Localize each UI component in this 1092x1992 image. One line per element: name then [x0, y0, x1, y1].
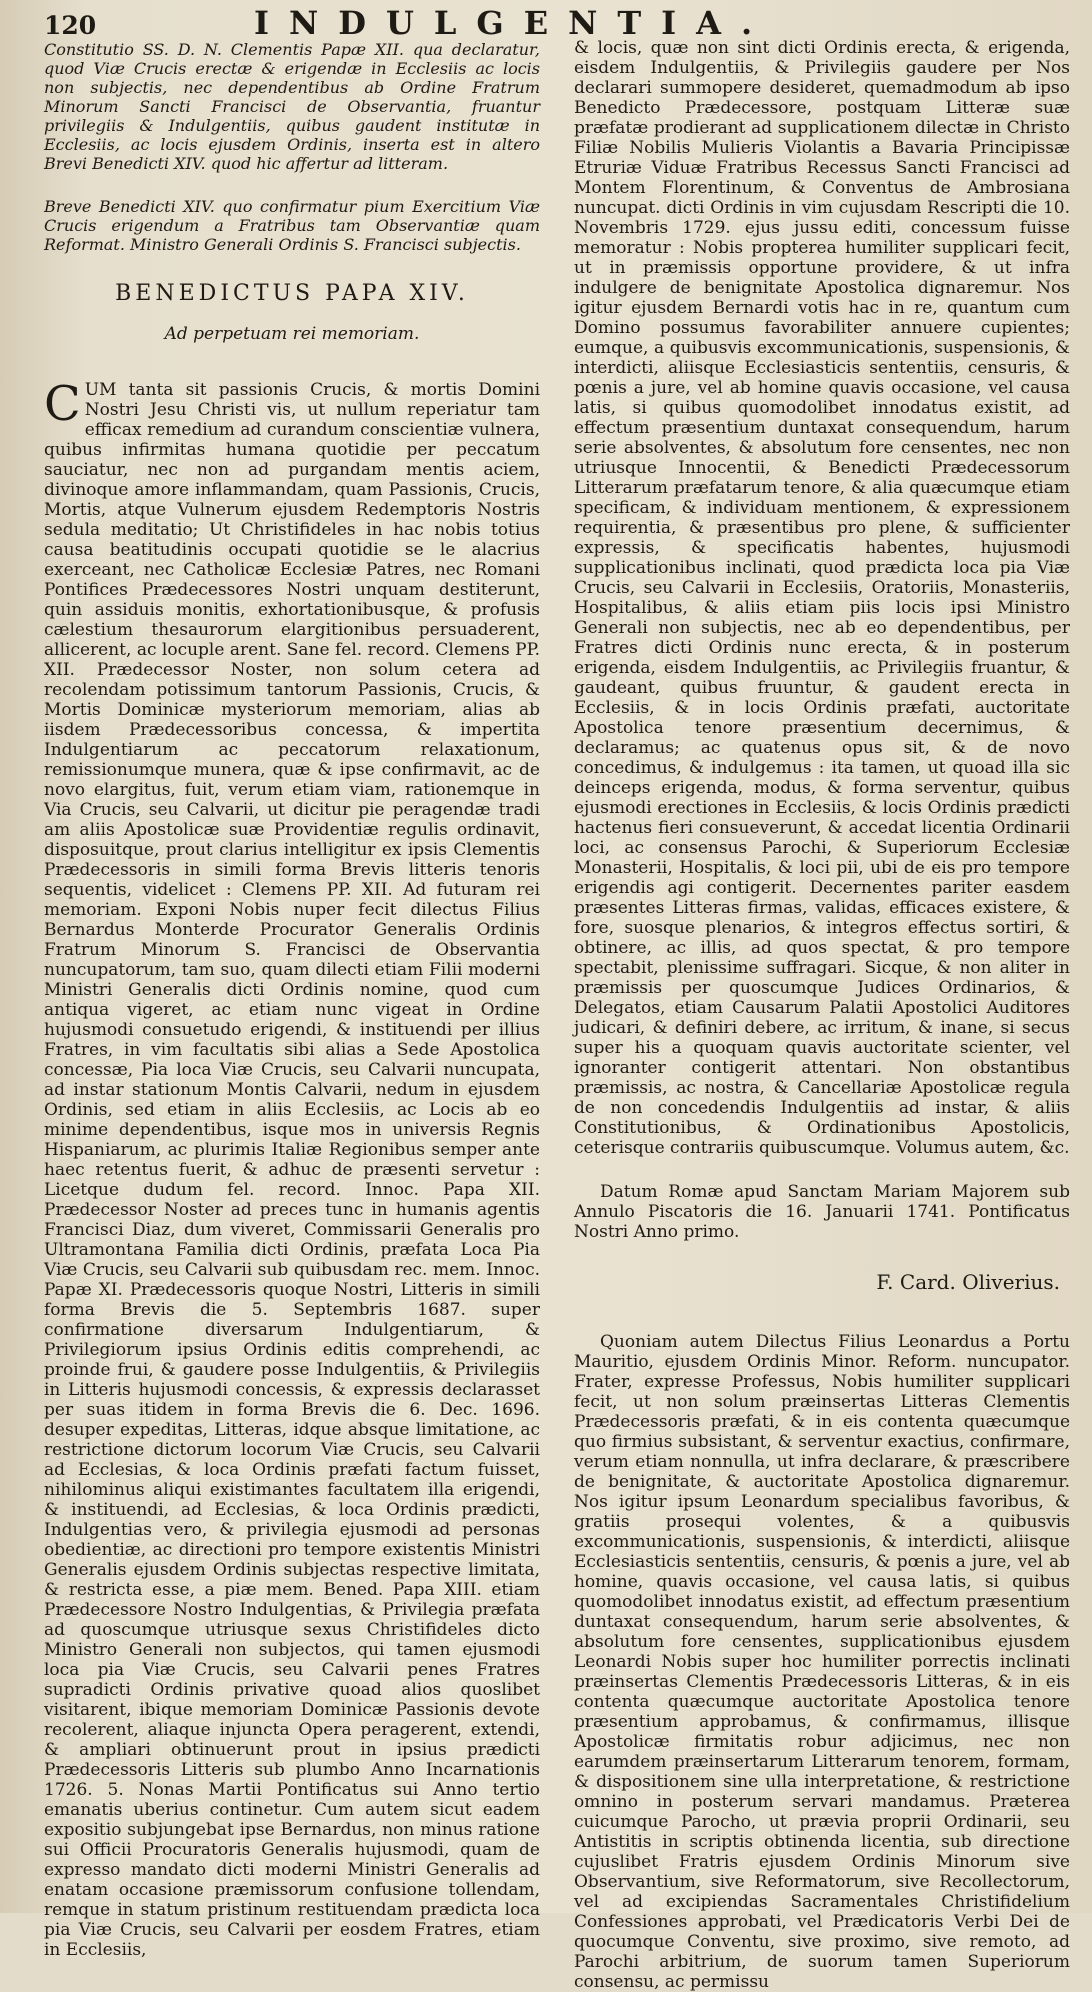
signature: F. Card. Oliverius.	[876, 1270, 1060, 1294]
page-header	[44, 4, 1070, 42]
left-body-text	[44, 376, 540, 1960]
left-column	[44, 38, 540, 1960]
perpetuam-subtitle: Ad perpetuam rei memoriam.	[164, 324, 420, 344]
right-body-text: & locis, quæ non sint dicti Ordinis erecta, & erigenda, eisdem Indulgentiis, & Privilegiis gaudere per Nos declarari summopere desideret, quemadmodum ab ipso Benedicto Prædecessore, postquam Litteræ suæ præfatæ prodierant ad supplicationem dilectæ in Christo Filiæ Nobilis Mulieris Violantis a Bavaria Principissæ Etruriæ Viduæ Fratribus Recessus Sancti Francisci ad Montem Florentinum, & Conventus de Ambrosiana nuncupat. dicti Ordinis in vim cujusdam Rescripti die 10. Novembris 1729. ejus jussu editi, concessum fuisse memoratur : Nobis propterea humiliter supplicari fecit, ut in præmissis opportune providere, & ut infra indulgere de benignitate Apostolica dignaremur. Nos igitur ejusdem Bernardi votis hac in re, quantum cum Domino possumus favorabiliter annuere cupientes; eumque, a quibusvis excommunicationis, suspensionis, & interdicti, aliisque Ecclesiasticis sententiis, censuris, & pœnis a jure, vel ab homine quavis occasione, vel causa latis, si quibus quomodolibet innodatus existit, ad effectum præsentium duntaxat consequendum, harum serie absolventes, & absolutum fore censentes, nec non utriusque Innocentii, & Benedicti Prædecessorum Litterarum præfatarum tenore, & alia quæcumque etiam specificam, & individuam mentionem, & expressionem requirentia, & præsentibus pro plene, & sufficienter expressis, & specificatis habentes, hujusmodi supplicationibus inclinati, quod prædicta loca pia Viæ Crucis, seu Calvarii in Ecclesiis, Oratoriis, Monasteriis, Hospitalibus, & aliis etiam piis locis ipsi Ministro Generali non subjectis, nec ab eo dependentibus, per Fratres dicti Ordinis nunc erecta, & in posterum erigenda, eisdem Indulgentiis, ac Privilegiis fruantur, & gaudeant, quibus fruuntur, & gaudent erecta in Ecclesiis, & in locis Ordinis præfati, auctoritate Apostolica tenore præsentium decernimus, & declaramus; ac quatenus opus sit, & de novo concedimus, & indulgemus : ita tamen, ut quoad illa sic deinceps erigenda, modus, & forma serventur, quibus ejusmodi erectiones in Ecclesiis, & locis Ordinis prædicti hactenus fieri consueverunt, & accedat licentia Ordinarii loci, ac consensus Parochi, & Superiorum Ecclesiæ Monasterii, Hospitalis, & loci pii, ubi de eis pro tempore erigendis agi contigerit. Decernentes pariter easdem præsentes Litteras firmas, validas, efficaces existere, & fore, suosque plenarios, & integros effectus sortiri, & obtinere, ac illis, ad quos spectat, & pro tempore spectabit, plenissime suffragari. Sicque, & non aliter in præmissis per quoscumque Judices Ordinarios, & Delegatos, etiam Causarum Palatii Apostolici Auditores judicari, & definiri debere, ac irritum, & inane, si secus super his a quoquam quavis auctoritate scienter, vel ignoranter contigerit attentari. Non obstantibus præmissis, ac nostra, & Cancellariæ Apostolicæ regula de non concedendis Indulgentiis ad instar, & aliis Constitutionibus, & Ordinationibus Apostolicis, ceterisque contrariis quibuscumque. Volumus autem, &c.	[574, 38, 1070, 1158]
running-title: INDULGENTIA.	[254, 4, 773, 42]
right-column	[574, 38, 1070, 1992]
constitutio-note: Constitutio SS. D. N. Clementis Papæ XII. qua declaratur, quod Viæ Crucis erectæ & erigendæ in Ecclesiis ac locis non subjectis, nec dependentibus ab Ordine Fratrum Minorum Sancti Francisci de Observantia, fruantur privilegiis & Indulgentiis, quibus gaudent institutæ in Ecclesiis, ac locis ejusdem Ordinis, inserta est in altero Brevi Benedicti XIV. quod hic affertur ad litteram.	[44, 40, 540, 173]
page-number: 120	[44, 11, 97, 40]
text-columns	[44, 38, 1070, 1992]
pope-heading: BENEDICTUS PAPA XIV.	[115, 281, 469, 306]
left-body-content: UM tanta sit passionis Crucis, & mortis Domini Nostri Jesu Christi vis, ut nullum reperiatur tam efficax remedium ad curandum conscientiæ vulnera, quibus infirmitas humana quotidie per peccatum sauciatur, nec non ad purgandam mentis aciem, divinoque amore inflammandam, quam Passionis, Crucis, Mortis, atque Vulnerum ejusdem Redemptoris Nostris sedula meditatio; Ut Christifideles in hac nobis totius causa beatitudinis occupati quotidie se le alacrius exerceant, nec Catholicæ Ecclesiæ Patres, nec Romani Pontifices Prædecessores Nostri unquam destiterunt, quin assiduis monitis, exhortationibusque, & profusis cælestium thesaurorum elargitionibus persuaderent, allicerent, ac locuple arent. Sane fel. record. Clemens PP. XII. Prædecessor Noster, non solum cetera ad recolendam potissimum tantorum Passionis, Crucis, & Mortis Dominicæ mysteriorum memoriam, alias ab iisdem Prædecessoribus concessa, & impertita Indulgentiarum ac peccatorum relaxationum, remissionumque munera, quæ & ipse confirmavit, ac de novo elargitus, fuit, verum etiam viam, rationemque in Via Crucis, seu Calvarii, ut dicitur pie peragendæ tradi am aliis Apostolicæ suæ Providentiæ regulis ordinavit, disposuitque, prout clarius intelligitur ex ipsis Clementis Prædecessoris in simili forma Brevis litteris tenoris sequentis, videlicet : Clemens PP. XII. Ad futuram rei memoriam. Exponi Nobis nuper fecit dilectus Filius Bernardus Monterde Procurator Generalis Ordinis Fratrum Minorum S. Francisci de Observantia nuncupatorum, tam suo, quam dilecti etiam Filii moderni Ministri Generalis dicti Ordinis nomine, quod cum antiqua vigeret, ac etiam nunc vigeat in Ordine hujusmodi consuetudo erigendi, & instituendi per illius Fratres, in vim facultatis sibi alias a Sede Apostolica concessæ, Pia loca Viæ Crucis, seu Calvarii nuncupata, ad instar stationum Montis Calvarii, nedum in ejusdem Ordinis, sed etiam in aliis Ecclesiis, ac Locis ab eo minime dependentibus, isque mos in universis Regnis Hispaniarum, ac plurimis Italiæ Regionibus semper ante haec retentus fuerit, & adhuc de præsenti servetur : Licetque dudum fel. record. Innoc. Papa XII. Prædecessor Noster ad preces tunc in humanis agentis Francisci Diaz, dum viveret, Commissarii Generalis pro Ultramontana Familia dicti Ordinis, præfata Loca Pia Viæ Crucis, seu Calvarii sub quibusdam rec. mem. Innoc. Papæ XI. Prædecessoris quoque Nostri, Litteris in simili forma Brevis die 5. Septembris 1687. super confirmatione diversarum Indulgentiarum, & Privilegiorum ipsius Ordinis editis comprehendi, ac proinde frui, & gaudere posse Indulgentiis, & Privilegiis in Litteris hujusmodi concessis, & expressis declarasset per suas itidem in forma Brevis die 6. Dec. 1696. desuper expeditas, Litteras, idque absque limitatione, ac restrictione dictorum locorum Viæ Crucis, seu Calvarii ad Ecclesias, & loca Ordinis præfati factum fuisset, nihilominus aliqui existimantes facultatem illa erigendi, & instituendi, ad Ecclesias, & loca Ordinis prædicti, Indulgentias vero, & privilegia ejusmodi ad personas obedientiæ, ac directioni pro tempore existentis Ministri Generalis ejusdem Ordinis subjectas respective limitata, & restricta esse, a piæ mem. Bened. Papa XIII. etiam Prædecessore Nostro Indulgentias, & Privilegia præfata ad quoscumque utriusque sexus Christifideles dicto Ministro Generali non subjectos, qui tamen ejusmodi loca pia Viæ Crucis, seu Calvarii penes Fratres supradicti Ordinis privative quoad alios quoslibet visitarent, ibique memoriam Dominicæ Passionis devote recolerent, aliaque injuncta Opera peragerent, extendi, & ampliari obtinuerunt prout in ipsius prædicti Prædecessoris Litteris sub plumbo Anno Incarnationis 1726. 5. Nonas Martii Pontificatus sui Anno tertio emanatis uberius continetur. Cum autem sicut eadem expositio subjungebat ipse Bernardus, non minus ratione sui Officii Procuratoris Generalis hujusmodi, quam de expresso mandato dicti moderni Ministri Generalis ad enatam occasione præmissorum confusione tollendam, remque in statum pristinum restituendam prædicta loca pia Viæ Crucis, seu Calvarii per eosdem Fratres, etiam in Ecclesiis,	[44, 380, 540, 1960]
quoniam-paragraph: Quoniam autem Dilectus Filius Leonardus a Portu Mauritio, ejusdem Ordinis Minor. Reform. nuncupator. Frater, expresse Professus, Nobis humiliter supplicari fecit, ut non solum præinsertas Litteras Clementis Prædecessoris præfati, & in eis contenta quæcumque quo firmius subsistant, & serventur exactius, confirmare, verum etiam nonnulla, ut infra declarare, & præscribere de benignitate, & auctoritate Apostolica dignaremur. Nos igitur ipsum Leonardum specialibus favoribus, & gratiis prosequi volentes, & a quibusvis excommunicationis, suspensionis, & interdicti, aliisque Ecclesiasticis sententiis, censuris, & pœnis a jure, vel ab homine, quavis occasione, vel causa latis, si quibus quomodolibet innodatus existit, ad effectum præsentium duntaxat consequendum, harum serie absolventes, & absolutum fore censentes, supplicationibus ejusdem Leonardi Nobis super hoc humiliter porrectis inclinati præinsertas Clementis Prædecessoris Litteras, & in eis contenta quæcumque auctoritate Apostolica tenore præsentium approbamus, & confirmamus, illisque Apostolicæ firmitatis robur adjicimus, nec non earumdem præinsertarum Litterarum tenorem, formam, & dispositionem sine ulla interpretatione, & restrictione omnino in posterum servari mandamus. Præterea cuicumque Parocho, ut prævia proprii Ordinarii, seu Antistitis in scriptis obtinenda licentia, sub directione cujuslibet Fratris ejusdem Ordinis Minorum sive Observantium, sive Reformatorum, sive Recollectorum, vel ad excipiendas Sacramentales Christifidelium Confessiones approbati, vel Prædicatoris Verbi Dei de quocumque Conventu, sive proximo, sive remoto, ad Parochi arbitrium, de suorum tamen Superiorum consensu, ac permissu	[574, 1332, 1070, 1992]
drop-cap: C	[44, 376, 81, 432]
datum-line: Datum Romæ apud Sanctam Mariam Majorem sub Annulo Piscatoris die 16. Januarii 1741. Pontificatus Nostri Anno primo.	[574, 1182, 1070, 1242]
breve-summary: Breve Benedicti XIV. quo confirmatur pium Exercitium Viæ Crucis erigendum a Fratribus tam Observantiæ quam Reformat. Ministro Generali Ordinis S. Francisci subjectis.	[44, 197, 540, 254]
